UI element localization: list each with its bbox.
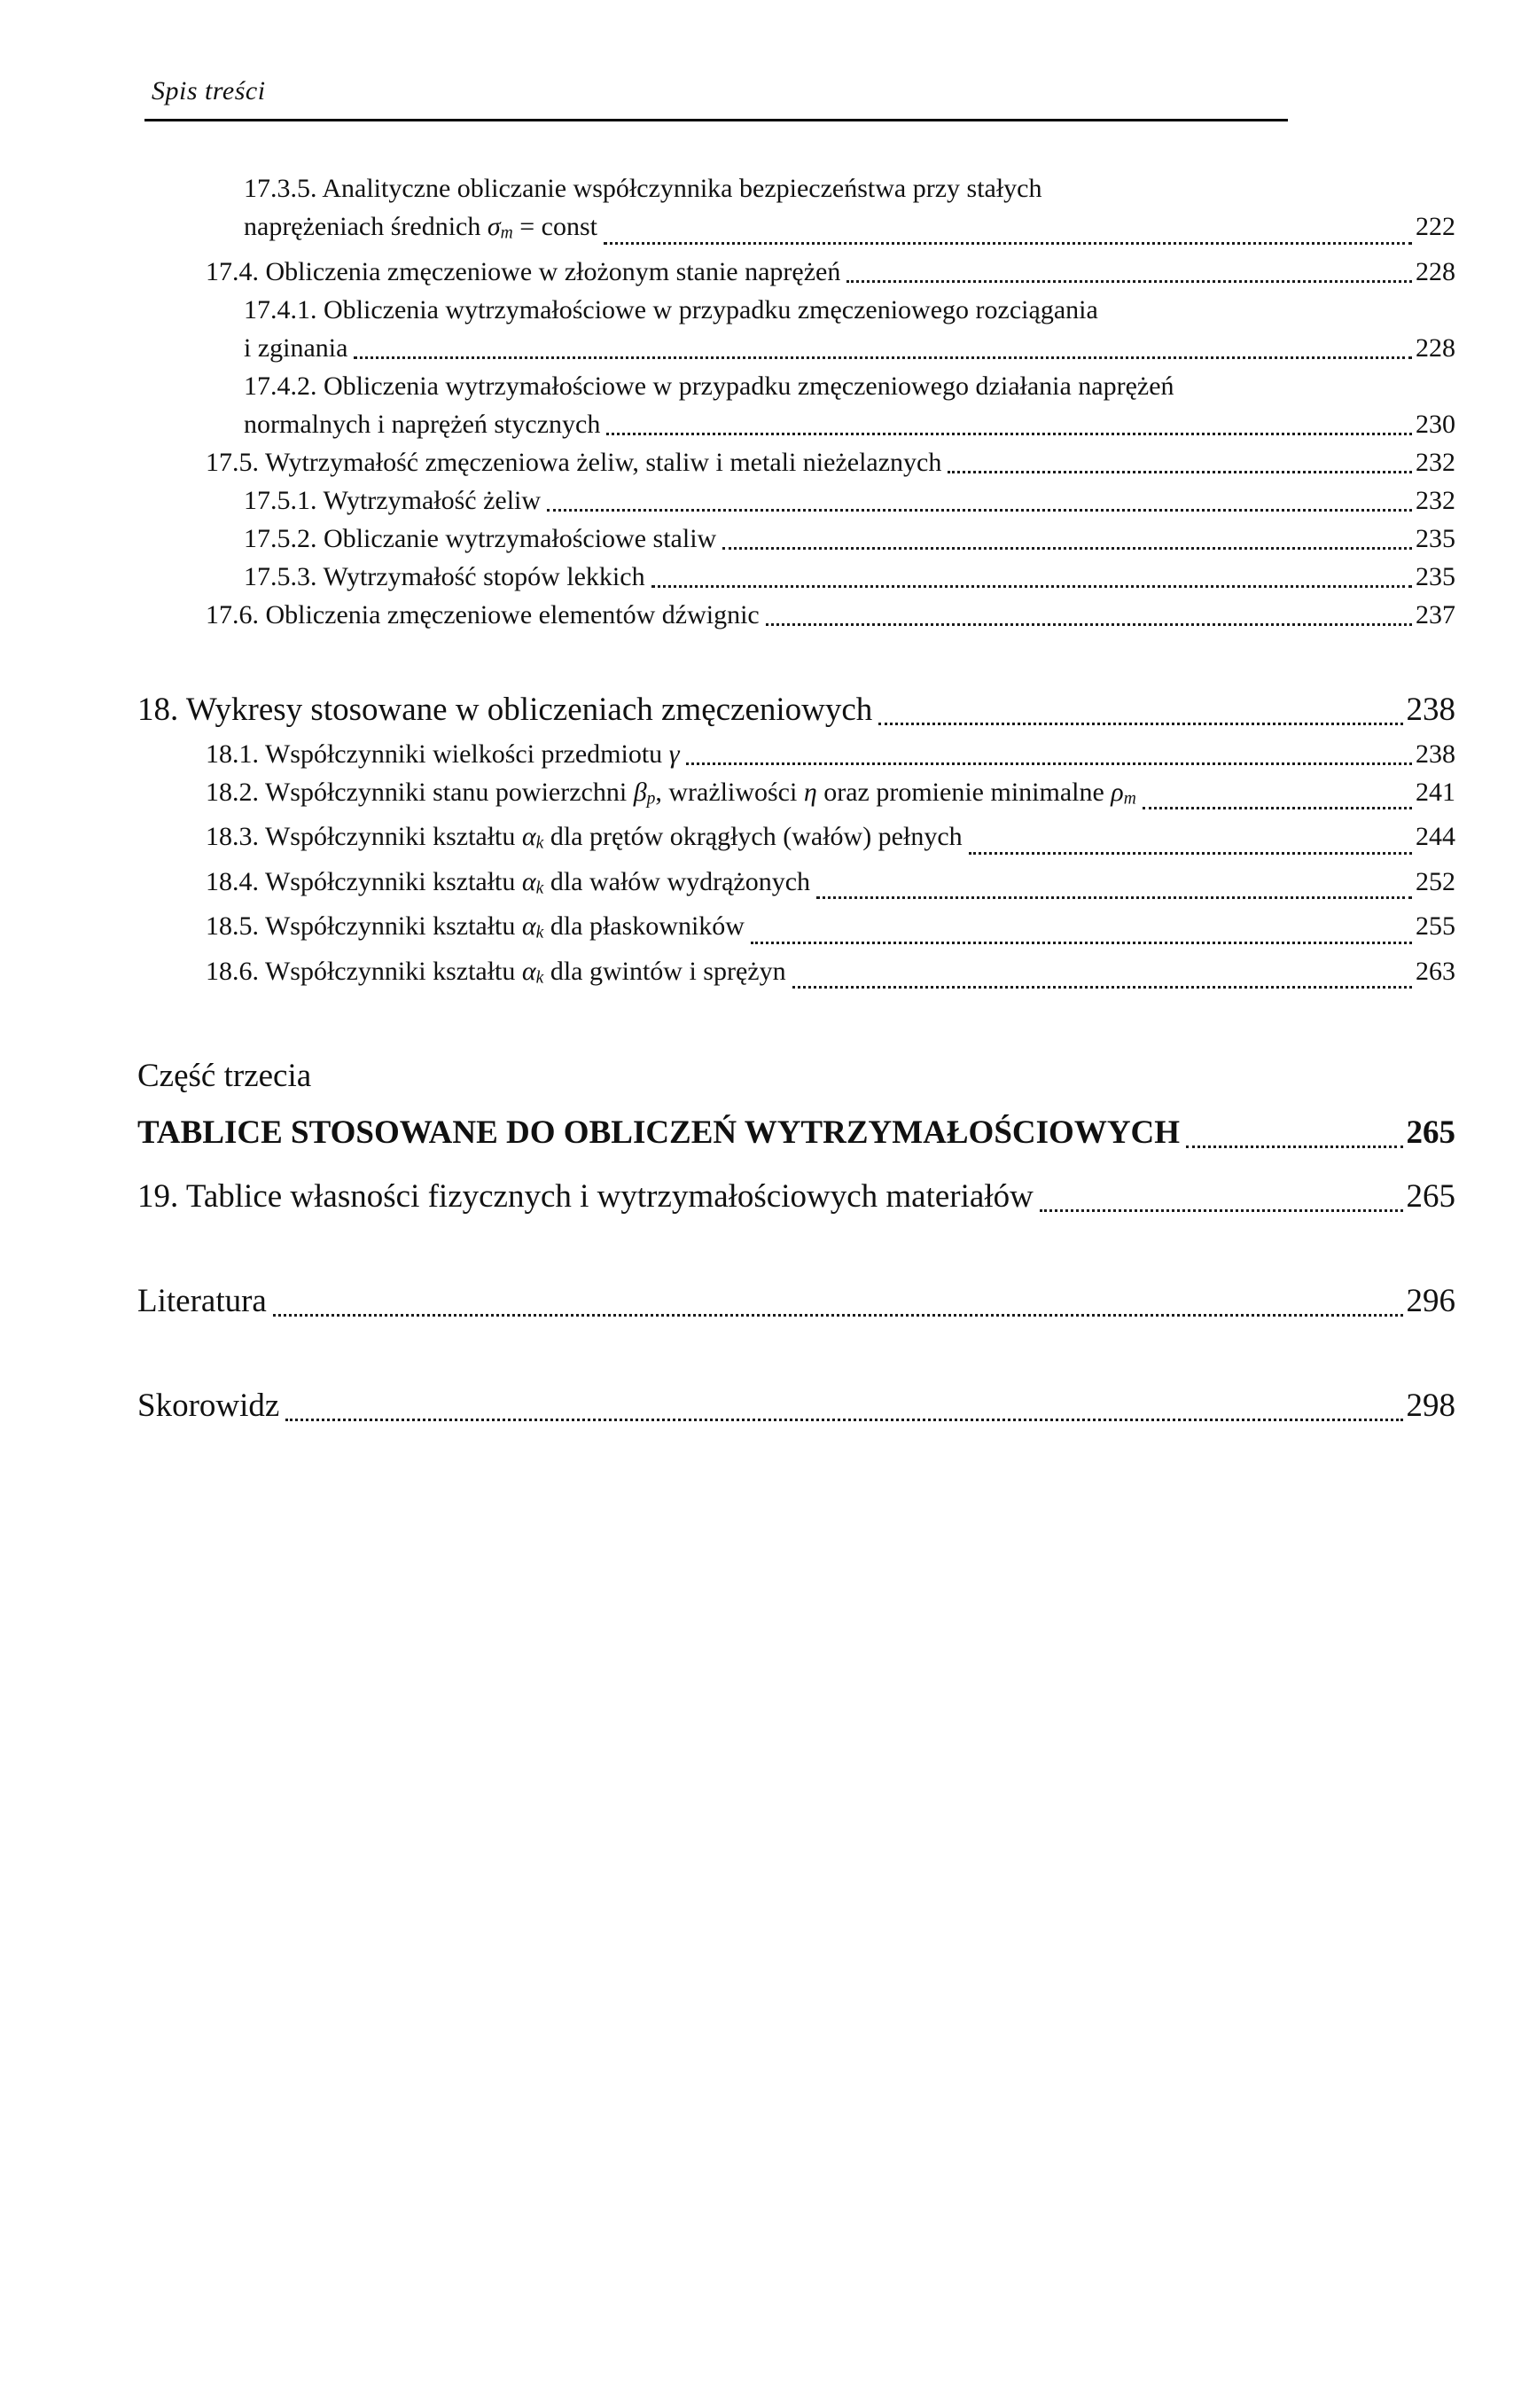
entry-text: 18.5. Współczynniki kształtu αk dla płaskowników xyxy=(206,911,745,942)
toc-entry xyxy=(137,685,1455,735)
dot-leader xyxy=(816,896,1412,899)
toc-entry xyxy=(137,1172,1455,1222)
entry-text: 18.3. Współczynniki kształtu αk dla prętów okrągłych (wałów) pełnych xyxy=(206,822,963,853)
toc-entry xyxy=(206,863,1455,908)
entry-text: 17.6. Obliczenia zmęczeniowe elementów dźwignic xyxy=(206,599,760,629)
page-number: 244 xyxy=(1416,822,1455,851)
toc-entry-line xyxy=(137,1277,1455,1326)
toc-entry-line xyxy=(206,773,1455,818)
page-number: 241 xyxy=(1416,777,1455,807)
entry-text: 18.4. Współczynniki kształtu αk dla wałów wydrążonych xyxy=(206,866,811,897)
toc-entry-line xyxy=(244,169,1455,207)
toc-entry xyxy=(206,817,1455,863)
toc-entry-line xyxy=(244,329,1455,367)
page-number: 228 xyxy=(1416,256,1455,286)
toc-entry-line xyxy=(244,558,1455,596)
toc-entry xyxy=(206,443,1455,481)
toc-entry-line xyxy=(244,291,1455,329)
toc-entry-line xyxy=(137,1108,1455,1158)
dot-leader xyxy=(354,356,1412,359)
toc-entry-line xyxy=(244,481,1455,520)
toc-entry xyxy=(206,952,1455,997)
toc-entry-line xyxy=(137,685,1455,735)
page-number: 265 xyxy=(1406,1178,1455,1215)
toc-entry-line xyxy=(206,907,1455,952)
page-number: 263 xyxy=(1416,956,1455,986)
toc-entry-line xyxy=(206,735,1455,773)
toc-entry xyxy=(206,253,1455,291)
toc-entries xyxy=(0,121,1529,1431)
page-number: 232 xyxy=(1416,485,1455,515)
entry-text: 17.5.3. Wytrzymałość stopów lekkich xyxy=(244,561,645,591)
entry-text: 17.5. Wytrzymałość zmęczeniowa żeliw, staliw i metali nieżelaznych xyxy=(206,447,942,477)
dot-leader xyxy=(766,623,1412,626)
dot-leader xyxy=(792,986,1412,989)
toc-entry-line xyxy=(206,596,1455,634)
toc-entry xyxy=(137,1277,1455,1326)
page-number: 265 xyxy=(1406,1114,1455,1151)
dot-leader xyxy=(547,509,1412,512)
entry-text: normalnych i naprężeń stycznych xyxy=(244,409,601,439)
toc-entry xyxy=(137,1381,1455,1431)
entry-text: 17.4.1. Obliczenia wytrzymałościowe w przypadku zmęczeniowego rozciągania xyxy=(244,294,1098,324)
entry-text: 18.6. Współczynniki kształtu αk dla gwintów i sprężyn xyxy=(206,956,786,987)
entry-text: 17.5.1. Wytrzymałość żeliw xyxy=(244,485,542,515)
entry-text: Część trzecia xyxy=(137,1058,312,1094)
page-number: 222 xyxy=(1416,212,1455,241)
toc-entry xyxy=(137,1108,1455,1158)
page-header-title: Spis treści xyxy=(152,76,266,106)
entry-text: 17.3.5. Analityczne obliczanie współczynnika bezpieczeństwa przy stałych xyxy=(244,174,1042,203)
dot-leader xyxy=(651,585,1412,588)
toc-entry xyxy=(137,1052,1455,1101)
page-number: 235 xyxy=(1416,523,1455,553)
dot-leader xyxy=(948,471,1412,473)
entry-text: 17.5.2. Obliczanie wytrzymałościowe staliw xyxy=(244,523,717,553)
page-number: 238 xyxy=(1416,739,1455,769)
toc-entry-line xyxy=(244,405,1455,443)
toc-entry-line xyxy=(244,520,1455,558)
toc-entry xyxy=(244,481,1455,520)
toc-entry-line xyxy=(206,253,1455,291)
dot-leader xyxy=(285,1419,1402,1421)
dot-leader xyxy=(878,723,1402,725)
entry-text: Skorowidz xyxy=(137,1388,280,1424)
page-number: 252 xyxy=(1416,866,1455,896)
dot-leader xyxy=(1186,1145,1402,1148)
entry-text: i zginania xyxy=(244,332,348,363)
dot-leader xyxy=(846,280,1412,283)
toc-entry-line xyxy=(137,1052,1455,1101)
toc-entry xyxy=(244,367,1455,443)
toc-entry-line xyxy=(244,367,1455,405)
toc-entry-line xyxy=(206,863,1455,908)
toc-entry-line xyxy=(206,443,1455,481)
page-number: 255 xyxy=(1416,911,1455,941)
toc-entry xyxy=(244,520,1455,558)
entry-text: Literatura xyxy=(137,1283,267,1319)
dot-leader xyxy=(686,762,1412,765)
toc-entry xyxy=(244,558,1455,596)
dot-leader xyxy=(722,547,1412,550)
page-number: 237 xyxy=(1416,599,1455,629)
page-number: 230 xyxy=(1416,409,1455,439)
toc-entry-line xyxy=(137,1172,1455,1222)
page-header xyxy=(0,0,1529,121)
toc-entry xyxy=(244,291,1455,367)
toc-entry xyxy=(244,169,1455,253)
entry-text: 19. Tablice własności fizycznych i wytrzymałościowych materiałów xyxy=(137,1178,1034,1215)
entry-text: TABLICE STOSOWANE DO OBLICZEŃ WYTRZYMAŁOŚCIOWYCH xyxy=(137,1114,1181,1151)
page-number: 235 xyxy=(1416,561,1455,591)
entry-text: 17.4.2. Obliczenia wytrzymałościowe w przypadku zmęczeniowego działania naprężeń xyxy=(244,371,1174,401)
entry-text: 17.4. Obliczenia zmęczeniowe w złożonym stanie naprężeń xyxy=(206,256,841,286)
page-number: 228 xyxy=(1416,332,1455,363)
toc-entry-line xyxy=(206,952,1455,997)
dot-leader xyxy=(969,852,1412,855)
dot-leader xyxy=(604,242,1412,245)
toc-entry xyxy=(206,773,1455,818)
entry-text: 18.2. Współczynniki stanu powierzchni βp, wrażliwości η oraz promienie minimalne ρm xyxy=(206,777,1136,808)
toc-entry-line xyxy=(137,1381,1455,1431)
dot-leader xyxy=(1040,1209,1403,1212)
toc-entry xyxy=(206,735,1455,773)
toc-entry xyxy=(206,907,1455,952)
toc-entry xyxy=(206,596,1455,634)
dot-leader xyxy=(1143,807,1412,809)
page-number: 298 xyxy=(1406,1388,1455,1424)
entry-text: naprężeniach średnich σm = const xyxy=(244,212,597,243)
toc-entry-line xyxy=(244,207,1455,253)
entry-text: 18. Wykresy stosowane w obliczeniach zmęczeniowych xyxy=(137,691,873,728)
page-number: 296 xyxy=(1406,1283,1455,1319)
dot-leader xyxy=(273,1314,1403,1317)
page-number: 238 xyxy=(1406,691,1455,728)
entry-text: 18.1. Współczynniki wielkości przedmiotu γ xyxy=(206,739,680,769)
dot-leader xyxy=(751,942,1412,944)
toc-entry-line xyxy=(206,817,1455,863)
page-number: 232 xyxy=(1416,447,1455,477)
dot-leader xyxy=(606,433,1412,435)
